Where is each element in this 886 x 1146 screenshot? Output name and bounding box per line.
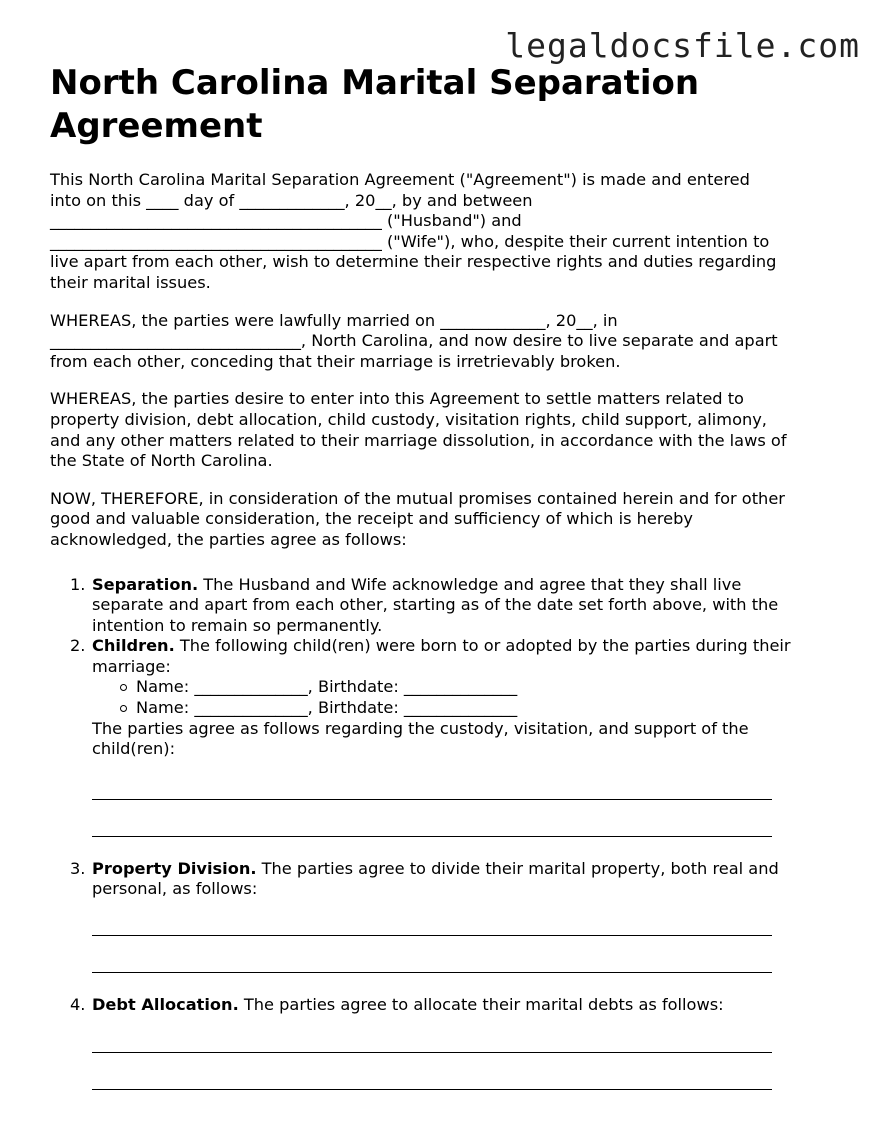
whereas-settle-paragraph: WHEREAS, the parties desire to enter into this Agreement to settle matters related to property division, debt allocation, child custody, visitation rights, child support, alimony, and any other matters related to their marriage dissolution, in accordance with the laws of the State of North Carolina. (50, 389, 787, 471)
intro-paragraph: This North Carolina Marital Separation Agreement ("Agreement") is made and entered into on this ____ day of _____________, 20__, by and between _________________________________________ ("Husband") and _________________________________________ ("Wife"), who, despite their current intention to live apart from each other, wish to determine their respective rights and duties regarding their marital issues. (50, 170, 777, 292)
list-item-children: 2. Children. The following child(ren) were born to or adopted by the parties during their marriage: Name: ______________, Birthdate: ______________ Name: ______________, Birthdate: ______________ The parties agree as follows regarding the custody, visitation, and support of the child(ren): (50, 636, 850, 837)
document-title: North Carolina Marital Separation Agreement (50, 63, 700, 146)
document-body (50, 170, 850, 1090)
brand-watermark: legaldocsfile.com (505, 26, 860, 65)
list-item-separation: 1. Separation. The Husband and Wife acknowledge and agree that they shall live separate and apart from each other, starting as of the date set forth above, with the intention to remain so permanently. (70, 574, 779, 635)
children-list (92, 677, 850, 718)
blank-line (92, 1089, 772, 1090)
blank-line (92, 836, 772, 837)
child-entry: Name: ______________, Birthdate: ______________ (136, 698, 850, 719)
terms-list (50, 575, 850, 1090)
child-entry: Name: ______________, Birthdate: ______________ (136, 677, 850, 698)
whereas-marriage-paragraph: WHEREAS, the parties were lawfully married on _____________, 20__, in _______________________________, North Carolina, and now desire to live separate and apart from each other, conceding that their marriage is irretrievably broken. (50, 310, 778, 371)
blank-line (92, 972, 772, 973)
list-item-debt: 4. Debt Allocation. The parties agree to allocate their marital debts as follows: (50, 995, 850, 1090)
now-therefore-paragraph: NOW, THEREFORE, in consideration of the mutual promises contained herein and for other good and valuable consideration, the receipt and sufficiency of which is hereby acknowledged, the parties agree as follows: (50, 488, 785, 549)
list-item-property: 3. Property Division. The parties agree to divide their marital property, both real and personal, as follows: (50, 859, 850, 973)
